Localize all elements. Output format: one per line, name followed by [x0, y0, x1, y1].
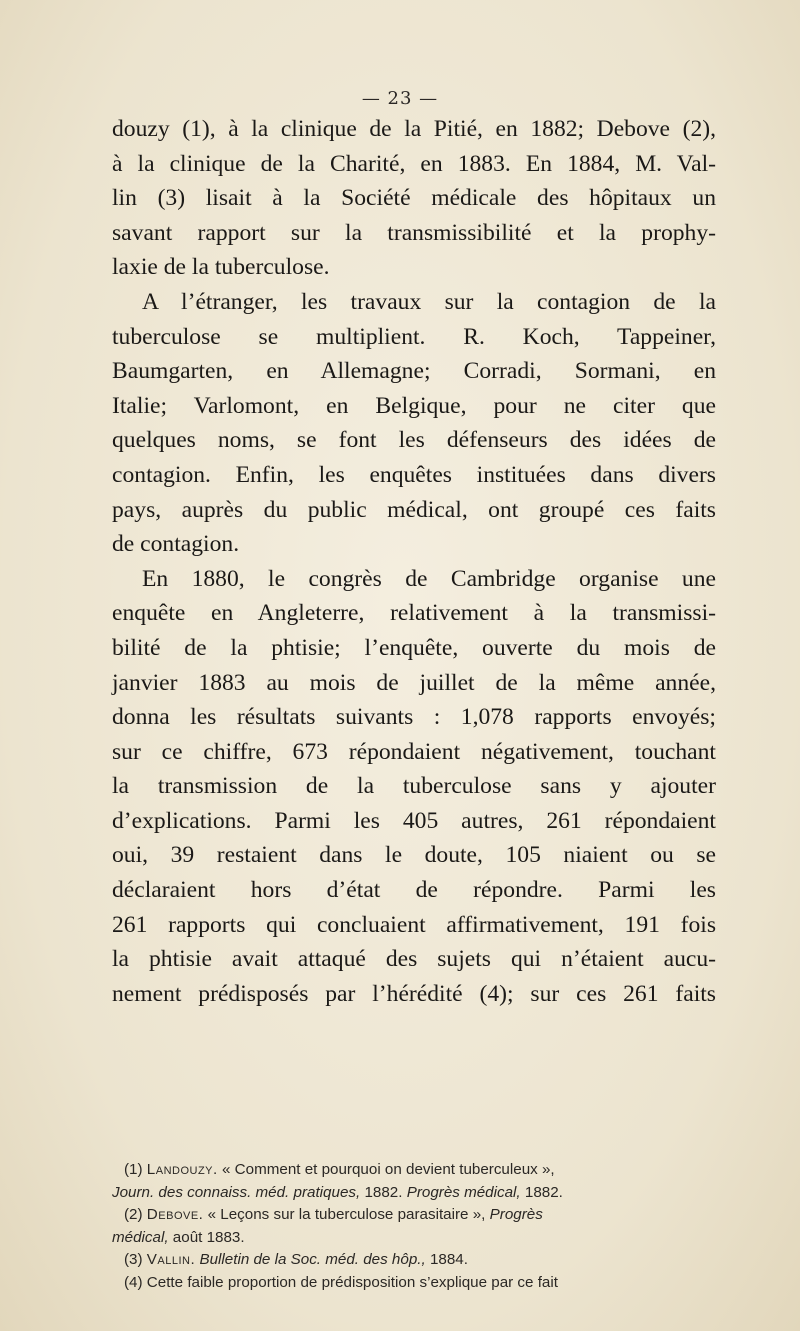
footnote-publication: Progrès: [489, 1206, 543, 1224]
text-line: 261 rapports qui concluaient affirmativement, 191 fois: [112, 911, 716, 938]
text-line: pays, auprès du public médical, ont groupé ces faits: [112, 496, 716, 523]
footnote-year: 1884.: [429, 1251, 468, 1269]
text-line: de contagion.: [112, 531, 240, 558]
text-line: Baumgarten, en Allemagne; Corradi, Sormani, en: [112, 358, 716, 385]
text-line: En 1880, le congrès de Cambridge organise une: [142, 565, 716, 592]
footnote-2: [112, 1204, 716, 1227]
page-number: — 23 —: [361, 88, 439, 109]
footnote-number: (2): [124, 1206, 143, 1224]
footnote-title: « Leçons sur la tuberculose parasitaire »,: [207, 1206, 486, 1224]
footnote-author: Debove.: [146, 1206, 204, 1224]
footnote-1: [112, 1159, 716, 1182]
text-line: donna les résultats suivants : 1,078 rapports envoyés;: [112, 704, 716, 731]
text-line: bilité de la phtisie; l’enquête, ouverte du mois de: [112, 634, 716, 661]
footnote-date: août 1883.: [172, 1228, 245, 1246]
footnote-year: 1882.: [524, 1183, 563, 1201]
text-line: Italie; Varlomont, en Belgique, pour ne citer que: [112, 392, 716, 419]
text-line: la phtisie avait attaqué des sujets qui n’étaient aucu-: [112, 946, 716, 973]
text-line: janvier 1883 au mois de juillet de la même année,: [112, 669, 716, 696]
footnote-title: Bulletin de la Soc. méd. des hôp.,: [199, 1251, 426, 1269]
footnote-2-cont: [112, 1227, 716, 1250]
text-line: sur ce chiffre, 673 répondaient négativement, touchant: [112, 738, 716, 765]
footnote-1-cont: [112, 1182, 716, 1205]
footnote-publication: médical,: [112, 1228, 169, 1246]
text-line: A l’étranger, les travaux sur la contagion de la: [142, 288, 716, 315]
text-line: d’explications. Parmi les 405 autres, 261 répondaient: [112, 807, 716, 834]
footnote-author: Landouzy.: [146, 1161, 218, 1178]
text-line: douzy (1), à la clinique de la Pitié, en 1882; Debove (2),: [112, 116, 716, 142]
main-text: [112, 112, 716, 1011]
footnote-number: (1): [124, 1161, 143, 1178]
footnote-text: Cette faible proportion de prédisposition s’explique par ce fait: [146, 1273, 558, 1291]
paragraph-2: [112, 285, 716, 562]
paragraph-3: [112, 562, 716, 1012]
text-line: la transmission de la tuberculose sans y ajouter: [112, 773, 716, 800]
text-line: déclaraient hors d’état de répondre. Parmi les: [112, 877, 716, 904]
text-line: enquête en Angleterre, relativement à la transmissi-: [112, 600, 716, 627]
text-line: à la clinique de la Charité, en 1883. En 1884, M. Val-: [112, 150, 716, 177]
text-line: oui, 39 restaient dans le doute, 105 niaient ou se: [112, 842, 716, 869]
footnote-3: [112, 1249, 716, 1272]
footnote-year: 1882.: [364, 1183, 403, 1201]
text-line: nement prédisposés par l’hérédité (4); sur ces 261 faits: [112, 980, 716, 1007]
text-line: tuberculose se multiplient. R. Koch, Tappeiner,: [112, 323, 716, 350]
text-line: quelques noms, se font les défenseurs des idées de: [112, 427, 716, 454]
footnote-number: (3): [124, 1251, 143, 1269]
paragraph-1: [112, 112, 716, 285]
footnote-journal: Journ. des connaiss. méd. pratiques,: [112, 1183, 361, 1201]
text-line: savant rapport sur la transmissibilité et la prophy-: [112, 219, 716, 246]
footnote-author: Vallin.: [146, 1251, 196, 1269]
footnote-4: [112, 1272, 716, 1295]
text-line: lin (3) lisait à la Société médicale des hôpitaux un: [112, 185, 716, 212]
footnote-publication: Progrès médical,: [406, 1183, 521, 1201]
footnote-title: « Comment et pourquoi on devient tuberculeux »,: [221, 1161, 555, 1178]
text-line: laxie de la tuberculose.: [112, 254, 330, 281]
text-line: contagion. Enfin, les enquêtes instituées dans divers: [112, 461, 716, 488]
footnotes: [112, 1159, 716, 1295]
footnote-number: (4): [124, 1273, 143, 1291]
